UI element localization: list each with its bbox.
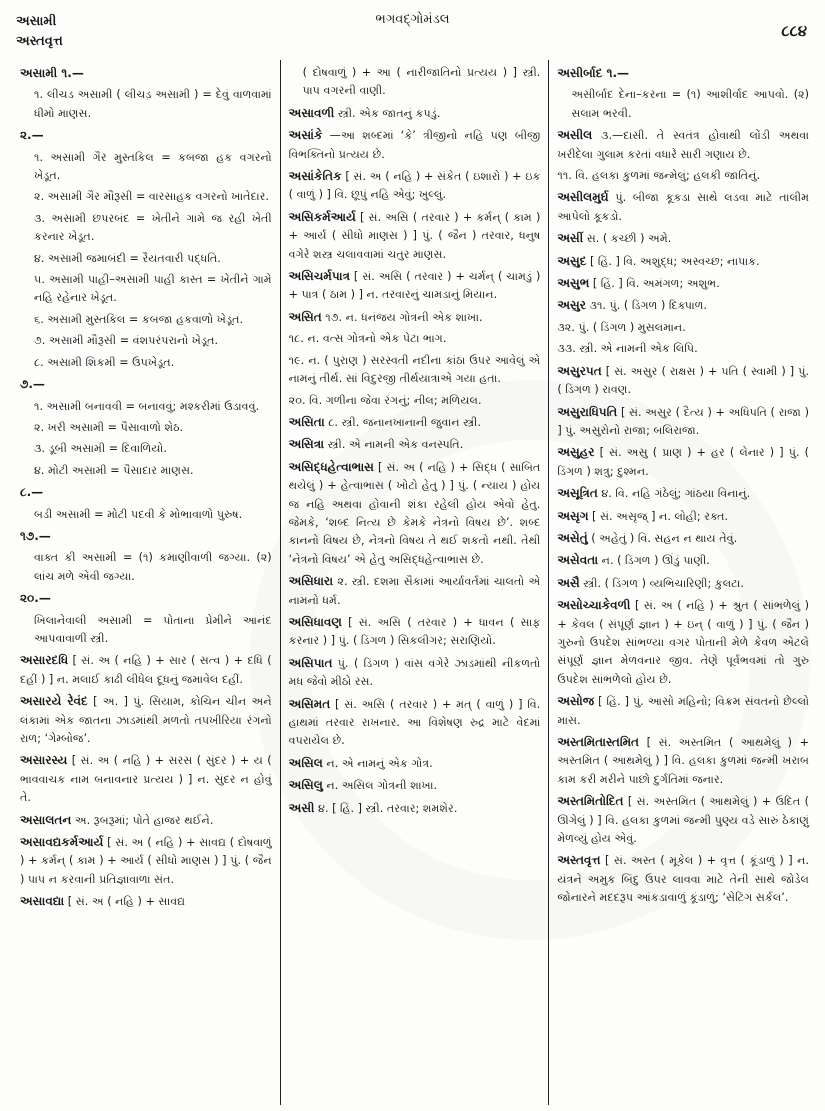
dictionary-entry: [557, 792, 809, 848]
dictionary-entry: [20, 375, 272, 394]
entry-definition: ૩. ડૂબી અસામી = દિવાળિયો.: [34, 442, 167, 456]
dictionary-entry: [557, 296, 809, 315]
dictionary-entry: [20, 311, 272, 329]
entry-definition: ૧. લીચડ અસામી ( લીચડ઼ અસામી ) = દેવું વાળવામાં ધીમો માણસ.: [34, 88, 272, 120]
dictionary-entry: [20, 86, 272, 123]
entry-definition: સ. ( કચ્છી ) અમે.: [583, 232, 672, 246]
dictionary-entry: [557, 126, 809, 164]
entry-definition: ૨. ખરી અસામી = પૈસાવાળો શેઠ.: [34, 420, 184, 434]
entry-headword: અસુર: [557, 298, 586, 313]
entry-definition: ૧૭. ન. ધનંજય ગોત્રની એક શાખા.: [321, 310, 483, 324]
entry-definition: [ સં. અસ્તમિત ( આથમેલું ) + અસ્તમિત ( આથમેલું ) ] વિ. હલકા કુળમાં જન્મી ખરાબ કામ કરી મરીને પાછો દુર્ગતિમાં જનાર.: [557, 736, 810, 786]
entry-definition: [ સં. અ ( નહિ ) + સિદ્ધ ( સાબિત થયેલું ) + હેત્વાભાસ ( ખોટો હેતુ ) ] પું. ( ન્યાય ) હોય જ નહિ અથવા હોવાની શંકા રહેલી હોય એવો હેતુ. જેમકે, ‘શબ્દ નિત્ય છે કેમકે નેત્રનો વિષય છે’. શબ્દ કાનનો વિષય છે, નેત્રનો વિષય તે થઈ શકતો નથી. તેથી ‘નેત્રનો વિષય’ એ હેતુ અસિદ્ધહેત્વાભાસ છે.: [288, 460, 541, 566]
entry-headword: અસિત: [288, 309, 322, 324]
entry-headword: અસિમત: [288, 696, 331, 711]
entry-headword: અસામી ૧.—: [20, 66, 84, 80]
dictionary-entry: [557, 851, 809, 907]
entry-headword: અસોચ્ચાકેવળી: [557, 598, 631, 613]
dictionary-entry: [557, 529, 809, 548]
entry-definition: [ સં. અસિ ( તરવાર ) + મત્ ( વાળું ) ] વિ. હાથમાં તરવાર રાખનાર. આ વિશેષણ રુદ્ર માટે વેદમાં વપરાયેલ છે.: [288, 697, 541, 748]
dictionary-entry: [289, 754, 541, 773]
dictionary-entry: [557, 574, 809, 593]
entry-headword: અસુહર: [557, 445, 595, 460]
entry-definition: ૩૧. પું. ( ડિંગળ ) દિક્પાળ.: [585, 299, 707, 313]
entry-definition: વાક્ત કી અસામી = (૧) કમાણીવાળી જગ્યા. (૨) લાંચ મળે એવી જગ્યા.: [34, 551, 272, 583]
dictionary-entry: [557, 229, 809, 248]
entry-definition: ૪. વિ. નહિ ગંઠેલું; ગાંઠયા વિનાનું.: [597, 487, 751, 501]
entry-headword: અસૃગ: [557, 508, 589, 523]
entry-definition: ૭. અસામી મૌરૂસી = વંશપરંપરાનો ખેડૂત.: [34, 334, 219, 348]
entry-headword: અસાંકે: [288, 128, 323, 143]
entry-definition: ( અહેતું ) વિ. સહન ન થાય તેવું.: [587, 531, 738, 545]
entry-headword: અસિલ: [288, 755, 323, 770]
entry-definition: અ. રૂબરૂમાં; પોતે હાજર થઈને.: [71, 813, 214, 827]
entry-definition: ૪. અસામી જમાબંદી = રૈયતવારી પદ્ધતિ.: [34, 251, 221, 265]
entry-definition: [ સં. અસુ ( પ્રાણ ) + હર ( લેનાર ) ] પું. ( ડિંગળ ) શત્રુ; દુશ્મન.: [557, 446, 810, 478]
dictionary-entry: [557, 340, 809, 358]
entry-definition: પું. બીજા કૂકડા સાથે લડવા માટે તાલીમ આપેલો કૂકડો.: [557, 191, 810, 223]
dictionary-entry: [20, 833, 272, 889]
entry-headword: અસીલમુર્ઘ: [557, 190, 609, 205]
dictionary-entry: [557, 252, 809, 271]
entry-definition: ૧૮. ન. વત્સ ગોત્રનો એક પેટા ભાગ.: [288, 332, 447, 346]
dictionary-entry: [20, 483, 272, 502]
entry-headword: અસૈ: [557, 575, 580, 590]
entry-definition: સ્ત્રી. એ નામની એક વનસ્પતિ.: [324, 438, 464, 452]
entry-definition: ૩૨. પું. ( ડિંગળ ) મુસલમાન.: [557, 320, 686, 334]
entry-definition: [ સં. અ ( નહિ ) + શ્રુત ( સાંભળેલું ) + કેવલ ( સંપૂર્ણ જ્ઞાન ) + ઇન્ ( વાળું ) ] પું. ( જૈન ) ગુરુનો ઉપદેશ સાંભળ્યા વગર પોતાની મેળે કેવળ એટલે સંપૂર્ણ જ્ઞાન મેળવનાર જીવ. તેણે પૂર્વભવમાં તો ગુરુ ઉપદેશ સાંભળેલો હોય છે.: [557, 599, 810, 686]
dictionary-entry: [557, 484, 809, 503]
entry-headword: અસિધાવણ: [288, 614, 342, 629]
dictionary-entry: [20, 398, 272, 416]
dictionary-entry: [289, 695, 541, 751]
entry-definition: ૮. સ્ત્રી. જનાનખાનાની જુવાન સ્ત્રી.: [324, 415, 481, 429]
dictionary-entry: [289, 330, 541, 348]
entry-headword: ૧૭.—: [20, 528, 51, 543]
dictionary-entry: [20, 651, 272, 689]
dictionary-entry: [289, 267, 541, 305]
entry-headword: અસાવદ્યા: [20, 894, 65, 909]
dictionary-entry: [289, 352, 541, 389]
entry-headword: અસાલતન: [20, 812, 72, 827]
entry-definition: ૨. સ્ત્રી. દશમા સૈકામાં આર્યાવર્તમાં ચાલતો એ નામનો ધર્મ.: [288, 575, 541, 607]
dictionary-entry: [289, 104, 541, 123]
page-header: [0, 0, 825, 62]
dictionary-entry: [20, 692, 272, 748]
dictionary-entry: [557, 507, 809, 526]
entry-headword: અસેવતા: [557, 553, 599, 568]
entry-definition: [ સં. અસિ ( તરવાર ) + ધાવન ( સાફ કરનાર ) ] પું. ( ડિંગળ ) સિકલીગર; સરાણિયો.: [288, 615, 541, 648]
entry-definition: બડી અસામી = મોટી પદવી કે મોભાવાળો પુરુષ.: [34, 507, 243, 521]
dictionary-entry: [20, 612, 272, 649]
dictionary-columns: [12, 60, 817, 1105]
column-2: [280, 60, 549, 1105]
entry-headword: અસિપાત: [288, 655, 333, 670]
entry-headword: અસુરપત: [557, 363, 602, 378]
entry-definition: ન. અસિલ ગોત્રની શાખા.: [322, 779, 438, 793]
dictionary-entry: [289, 64, 541, 101]
entry-definition: અસીર્બાદ દેના–કરના = (૧) આશીર્વાદ આપવો. (૨) સલામ ભરવી.: [571, 88, 810, 120]
entry-headword: અસ્તવૃત્ત: [557, 853, 601, 868]
entry-definition: ૧૯. ન. ( પુરાણ ) સરસ્વતી નદીના કાંઠા ઉપર આવેલું એ નામનું તીર્થ. સાં વિદુરજી તીર્થયાત્રાએ ગયા હતા.: [288, 353, 541, 386]
entry-definition: [ સં. અસૃજ્ ] ન. લોહી; રક્ત.: [588, 509, 729, 523]
dictionary-entry: [289, 654, 541, 692]
column-1: [12, 60, 280, 1105]
dictionary-entry: [20, 250, 272, 268]
entry-definition: [ સં. અ ( નહિ ) + સરસ ( સુંદર ) + ય ( ભાવવાચક નામ બનાવનાર પ્રત્યય ) ] ન. સુંદર ન હોવું તે.: [20, 754, 272, 805]
entry-headword: અસિધારા: [288, 574, 334, 589]
dictionary-entry: [20, 506, 272, 524]
entry-definition: ૩૩. સ્ત્રી. એ નામની એક લિપિ.: [557, 342, 698, 356]
entry-definition: —આ શબ્દમાં ‘કે’ ત્રીજીનો નહિ પણ બીજી વિભક્તિનો પ્રત્યય છે.: [288, 129, 541, 161]
entry-definition: [ હિં. ] પું. આસો મહિનો; વિક્રમ સંવતનો છેલ્લો માસ.: [557, 695, 810, 727]
entry-headword: અસ્તમિતોદિત: [557, 794, 624, 809]
dictionary-entry: [20, 64, 272, 83]
entry-definition: [ સં. અસ્ત ( મૂકેલ ) + વૃત્ત ( કૂંડાળું ) ] ન. યંત્રને અમુક બિંદુ ઉપર લાવવા માટે તેની સાથે જોડેલ જોનારને મદદરૂપ આંકડાવાળું કૂંડાળું; ‘સેટિંગ સર્કલ’.: [557, 854, 810, 905]
dictionary-entry: [20, 126, 272, 145]
entry-headword: અસાંકેતિક: [288, 169, 342, 184]
entry-definition: ૮. અસામી શિકમી = ઉપખેડૂત.: [34, 355, 175, 369]
entry-definition: [ સં. અસુર ( દૈત્ય ) + અધિપતિ ( રાજા ) ] પું. અસુરોનો રાજા; બલિરાજા.: [557, 405, 810, 437]
entry-headword: અસેતું: [557, 530, 588, 545]
entry-headword: અસીલ: [557, 128, 593, 143]
dictionary-entry: [20, 419, 272, 437]
entry-definition: સ્ત્રી. ( ડિંગળ ) વ્યભિચારિણી; કુલટા.: [579, 576, 744, 590]
dictionary-entry: [20, 271, 272, 308]
dictionary-entry: [557, 403, 809, 441]
dictionary-entry: [20, 354, 272, 372]
dictionary-entry: [20, 589, 272, 608]
dictionary-entry: [289, 392, 541, 410]
entry-headword: અસિચર્મપાત્ર: [288, 269, 350, 284]
dictionary-entry: [20, 149, 272, 186]
entry-headword: અસિલુ: [288, 778, 323, 793]
entry-definition: [ સં. અ ( નહિ ) + સાર ( સત્વ ) + દધિ ( દહીં ) ] ન. મલાઈ કાઢી લીધેલ દૂધનું જમાવેલ દહીં.: [20, 654, 272, 686]
dictionary-entry: [557, 319, 809, 337]
entry-headword: અસાવદ્યકર્મઆર્ય: [20, 835, 104, 850]
dictionary-entry: [557, 733, 809, 789]
dictionary-entry: [557, 443, 809, 481]
dictionary-entry: [289, 458, 541, 569]
dictionary-entry: [20, 892, 272, 911]
entry-headword: ૮.—: [20, 485, 44, 500]
dictionary-entry: [20, 751, 272, 807]
entry-definition: ન. ( ડિંગળ ) ઊંડું પાણી.: [598, 554, 710, 568]
dictionary-entry: [289, 126, 541, 164]
entry-definition: ખિલાનેવાલી અસામી = પોતાના પ્રેમીને આનંદ આપવાવાળી સ્ત્રી.: [34, 613, 272, 645]
guide-word-last: અસ્તવૃત્ત: [16, 34, 63, 49]
entry-definition: ૨. અસામી ગૈર મૌરૂસી = વારસાહક વગરનો ખાતેદાર.: [34, 190, 269, 204]
dictionary-entry: [557, 596, 809, 689]
entry-headword: અસિકર્મઆર્ય: [288, 209, 356, 224]
entry-headword: અસૂત્રિત: [557, 486, 598, 501]
entry-definition: ૧. અસામી ગૈર મુસ્તકિલ = કબજા હક વગરનો ખેડૂત.: [34, 150, 272, 183]
dictionary-entry: [289, 572, 541, 610]
entry-definition: [ સં. અ ( નહિ ) + સાવદ્ય: [64, 895, 186, 909]
guide-word-first: અસામી: [16, 14, 57, 29]
entry-definition: ૧. અસામી બનાવવી = બનાવવું; મશ્કરીમાં ઉડાવવું.: [34, 399, 260, 413]
entry-definition: [ સં. અસિ ( તરવાર ) + ચર્મન્ ( ચામડું ) + પાત્ર ( ઠામ ) ] ન. તરવારનું ચામડાનું મિયાન.: [288, 270, 541, 302]
dictionary-entry: [20, 811, 272, 830]
dictionary-entry: [557, 86, 809, 123]
dictionary-entry: [289, 167, 541, 205]
entry-headword: અસીં: [557, 231, 584, 246]
entry-definition: [ સં. અસુર ( રાક્ષસ ) + પતિ ( સ્વામી ) ] પું. ( ડિંગળ ) રાવણ.: [557, 364, 810, 397]
dictionary-entry: [289, 613, 541, 651]
entry-definition: [ સં. અ ( નહિ ) + સાવદ્ય ( દોષવાળું ) + કર્મન્ ( કામ ) + આર્ય ( સીધો માણસ ) ] પું. ( જૈન ) પાપ ન કરવાની પ્રતિજ્ઞાવાળા સંત.: [20, 836, 272, 886]
entry-definition: સ્ત્રી. એક જાતનું કપડું.: [334, 106, 441, 120]
dictionary-entry: [20, 332, 272, 350]
dictionary-entry: [557, 551, 809, 570]
entry-headword: અસી: [288, 800, 315, 815]
dictionary-entry: [557, 362, 809, 400]
dictionary-entry: [289, 435, 541, 454]
entry-definition: ૩.—દાસી. તે સ્વતંત્ર હોવાથી લોંડી અથવા ખરીદેલા ગુલામ કરતાં વધારે સારી ગણાય છે.: [557, 129, 810, 161]
column-3: [548, 60, 817, 1105]
dictionary-entry: [557, 692, 809, 730]
dictionary-entry: [289, 413, 541, 432]
entry-headword: અસારસ્ય: [20, 753, 68, 768]
entry-headword: અસ્તમિતાસ્તમિત: [557, 735, 640, 749]
entry-headword: અસિદ્ધહેત્વાભાસ: [288, 459, 374, 474]
entry-headword: ૭.—: [20, 377, 45, 392]
dictionary-entry: [20, 188, 272, 206]
entry-definition: ૪. મોટી અસામી = પૈસાદાર માણસ.: [34, 463, 194, 477]
dictionary-entry: [557, 167, 809, 185]
dictionary-entry: [289, 308, 541, 327]
entry-definition: ( દોષવાળું ) + આ ( નારીજાતિનો પ્રત્યય ) ] સ્ત્રી. પાપ વગરની વાણી.: [302, 66, 541, 98]
entry-definition: [ હિં. ] વિ. અશુદ્ધ; અસ્વચ્છ; નાપાક.: [586, 254, 760, 268]
dictionary-entry: [557, 274, 809, 293]
dictionary-entry: [20, 462, 272, 480]
entry-headword: અસીર્બાદ ૧.—: [557, 66, 630, 80]
entry-definition: [ અ. ] પું. સિયામ, કોચિન ચીન અને લંકામાં એક જાતના ઝાડમાંથી મળતો તપખીરિયા રંગનો રાળ; ‘ગેમ્બોજ’.: [20, 695, 272, 745]
entry-definition: પું. ( ડિંગળ ) વાંસ વગેરે ઝાડમાંથી નીકળતો મધ જેવો મીઠો રસ.: [288, 656, 541, 689]
entry-definition: ૪. [ હિં. ] સ્ત્રી. તરવાર; શમશેર.: [314, 801, 458, 815]
dictionary-entry: [557, 64, 809, 83]
dictionary-entry: [289, 776, 541, 795]
entry-definition: ૫. અસામી પાહી–અસામી પાહી કાસ્ત = ખેતીને ગામે નહિ રહેનાર ખેડૂત.: [34, 273, 272, 305]
entry-definition: ન. એ નામનું એક ગોત્ર.: [322, 756, 433, 770]
dictionary-entry: [20, 527, 272, 546]
page-number: ૮૮૪: [781, 22, 807, 40]
entry-definition: ૩. અસામી છપરબંદ = ખેતીને ગામે જ રહી ખેતી કરનાર ખેડૂત.: [34, 211, 272, 244]
entry-headword: અસારદધિ: [20, 653, 69, 668]
entry-definition: [ સં. અસિ ( તરવાર ) + કર્મન્ ( કામ ) + આર્ય ( સીધો માણસ ) ] પું. ( જૈન ) તરવાર, ધનુષ વગેરે શસ્ત્ર ચલાવવામાં ચતુર માણસ.: [288, 210, 541, 261]
dictionary-entry: [289, 799, 541, 818]
entry-headword: અસિતા: [288, 414, 325, 429]
entry-headword: અસિત્રા: [288, 437, 325, 452]
entry-headword: અસોજ: [557, 694, 595, 709]
dictionary-entry: [20, 210, 272, 247]
entry-headword: અસુદ: [557, 253, 587, 268]
entry-definition: ૧૧. વિ. હલકા કુળમાં જન્મેલું; હલકી જાતિનું.: [557, 169, 761, 183]
dictionary-entry: [289, 208, 541, 264]
entry-headword: અસારયે રેવંદ: [20, 694, 88, 709]
entry-headword: અસુરાધિપતિ: [557, 404, 618, 419]
entry-headword: અસુભ: [557, 276, 590, 291]
page-title: ભગવદ્ગોમંડલ: [375, 12, 450, 27]
entry-headword: ૨.—: [20, 128, 44, 143]
entry-headword: અસાવળી: [288, 105, 335, 120]
dictionary-entry: [20, 440, 272, 458]
entry-definition: [ સં. અસ્તમિત ( આથમેલું ) + ઉદિત ( ઊગેલું ) ] વિ. હલકા કુળમાં જન્મી પુણ્ય વડે સારું ઠેકાણું મેળવ્યું હોય એવું.: [557, 795, 810, 846]
entry-definition: [ હિં. ] વિ. અમંગળ; અશુભ.: [589, 277, 720, 291]
dictionary-entry: [557, 188, 809, 226]
entry-definition: ૬. અસામી મુસ્તકિલ = કબજા હકવાળો ખેડૂત.: [34, 312, 244, 326]
dictionary-entry: [20, 549, 272, 586]
entry-definition: ૨૦. વિ. ગળીના જેવા રંગનું; નીલ; મળિયલ.: [288, 393, 482, 407]
entry-headword: ૨૦.—: [20, 591, 51, 606]
entry-definition: [ સં. અ ( નહિ ) + સંકેત ( ઇશારો ) + ઇક ( વાળું ) ] વિ. છૂપું નહિ એવું; ખુલ્લું.: [288, 170, 541, 202]
